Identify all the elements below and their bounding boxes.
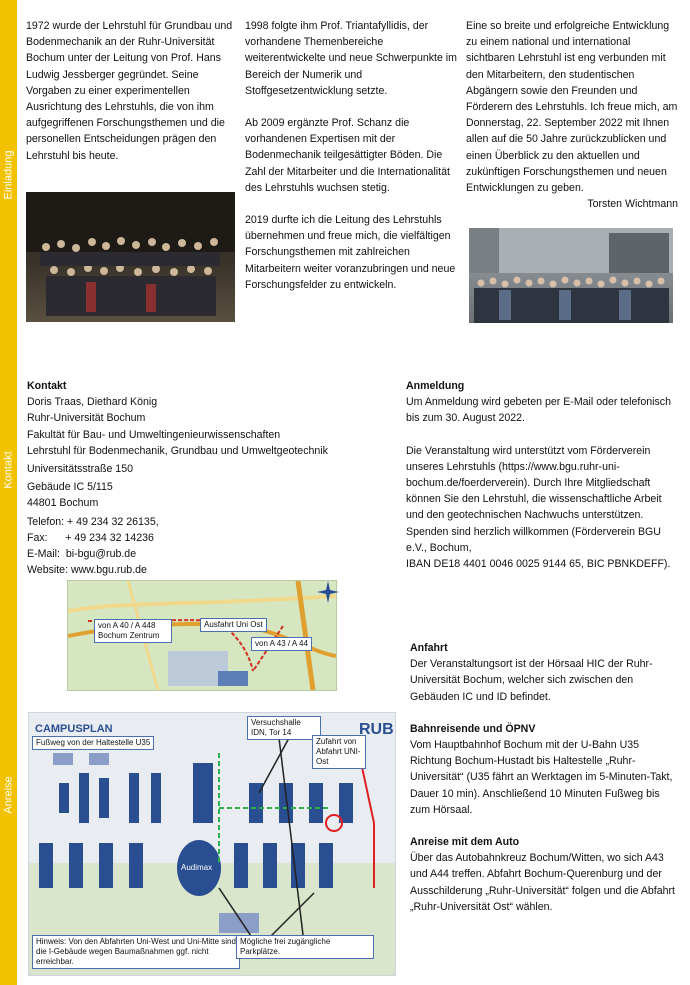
kontakt-line: Ruhr-Universität Bochum: [27, 412, 146, 425]
campus-note: Hinweis: Von den Abfahrten Uni-West und Uni-Mitte sind die I-Gebäude wegen Baumaßnahmen ggf. nicht erreichbar.: [32, 935, 240, 969]
audimax-label: Audimax: [181, 863, 213, 872]
kontakt-line: Doris Traas, Diethard König: [27, 396, 158, 409]
modern-group-photo-art: [469, 228, 673, 323]
road-map: [67, 580, 337, 691]
anmeldung-heading: Anmeldung: [406, 380, 465, 392]
campus-parking-note: Mögliche frei zugängliche Parkplätze.: [236, 935, 374, 959]
map-label-exit: Ausfahrt Uni Ost: [200, 618, 267, 632]
historic-group-photo: [26, 192, 235, 322]
website-link[interactable]: Website: www.bgu.rub.de: [27, 564, 147, 577]
auto-heading: Anreise mit dem Auto: [410, 836, 520, 849]
kontakt-heading: Kontakt: [27, 380, 67, 392]
section-label-kontakt: Kontakt: [2, 451, 15, 489]
email-link[interactable]: E-Mail: bi-bgu@rub.de: [27, 548, 137, 561]
kontakt-line: Fax: + 49 234 32 14236: [27, 531, 154, 544]
kontakt-line: Lehrstuhl für Bodenmechanik, Grundbau und Umweltgeotechnik: [27, 444, 328, 457]
intro-col1: 1972 wurde der Lehrstuhl für Grundbau und Bodenmechanik an der Ruhr-Universität Bochum unter der Leitung von Prof. Hans Ludwig Jessberger gegründet. Seine Vorgaben zu einer experimentellen Ausrichtung des Lehrstuhls, die von ihm aufgegriffenen Forschungsthemen und die personellen Entscheidungen prägen den Lehrstuhl bis heute.: [26, 20, 233, 162]
kontakt-line: Fakultät für Bau- und Umweltingenieurwissenschaften: [27, 428, 281, 441]
compass-icon: [317, 581, 339, 603]
intro-col2: 1998 folgte ihm Prof. Triantafyllidis, der vorhandene Themenbereiche weiterentwickelte und neue Schwerpunkte im Bereich der Numerik und Stoffgesetzentwicklung setzte. Ab 2009 ergänzte Prof. Schanz die vorhandenen Expertisen mit der Bodenmechanik teilgesättigter Böden. Die Zahl der Mitarbeiter und die Internationalität des Lehrstuhls wuchsen stetig. 2019 durfte ich die Leitung des Lehrstuhls übernehmen und freue mich, die vielfältigen Forschungsthemen mit zahlreichen Mitarbeitern weiter voranzubringen und neue Forschungsfelder zu entwickeln.: [245, 20, 457, 291]
kontakt-block: [27, 378, 387, 578]
campus-label-hall: Versuchshalle IDN, Tor 14: [247, 716, 321, 740]
anfahrt-block: Anfahrt Der Veranstaltungsort ist der Hörsaal HIC der Ruhr-Universität Bochum, welcher sich zwischen den Gebäuden IC und ID befindet. Bahnreisende und ÖPNV Vom Hauptbahnhof Bochum mit der U-Bahn U35 Richtung Bochum-Hustadt bis Haltestelle „Ruhr-Universität“ (U35 fährt an Werktagen im 5-Minuten-Takt, Dauer 10 min). Anschließend 10 Minuten Fußweg bis zum Hörsaal. Anreise mit dem Auto Über das Autobahnkreuz Bochum/Witten, wo sich A43 und A44 treffen. Abfahrt Bochum-Querenburg und der Ausschilderung „Ruhr-Universität“ folgen und die Abfahrt „Ruhr-Universität Ost“ wählen.: [410, 640, 682, 915]
modern-group-photo: [469, 228, 673, 323]
kontakt-line: Telefon: + 49 234 32 26135,: [27, 515, 159, 528]
section-label-einladung: Einladung: [2, 150, 15, 200]
anfahrt-heading: Anfahrt: [410, 642, 448, 654]
campus-title: CAMPUSPLAN: [35, 723, 113, 735]
kontakt-line: Gebäude IC 5/115: [27, 481, 113, 494]
rub-logo: RUB: [359, 721, 394, 738]
oepnv-heading: Bahnreisende und ÖPNV: [410, 722, 536, 735]
map-label-a40: von A 40 / A 448 Bochum Zentrum: [94, 619, 172, 643]
historic-group-photo-art: [26, 192, 235, 322]
campus-map: [28, 712, 396, 976]
kontakt-line: Universitätsstraße 150: [27, 463, 133, 476]
section-label-anreise: Anreise: [2, 776, 15, 814]
anmeldung-block: Anmeldung Um Anmeldung wird gebeten per E-Mail oder telefonisch bis zum 30. August 2022. Die Veranstaltung wird unterstützt vom Förderverein unseres Lehrstuhls (https://www.bgu.ruhr-uni-bochum.de/foerderverein). Durch Ihre Mitgliedschaft können Sie den Lehrstuhl, die wissenschaftliche Arbeit und den geotechnischen Nachwuchs unterstützen. Spenden sind herzlich willkommen (Förderverein BGU e.V., Bochum, IBAN DE18 4401 0046 0025 9144 65, BIC PBNKDEFF).: [406, 378, 682, 572]
intro-col3: Eine so breite und erfolgreiche Entwicklung zu einem national und international sichtbaren Lehrstuhl ist eng verbunden mit den Mitarbeitern, den studentischen Abgängern sowie den Freunden und Förderern des Lehrstuhls. Ich freue mich, am Donnerstag, 22. September 2022 mit Ihnen allen auf die 50 Jahre zurückzublicken und einen Überblick zu den aktuellen und zukünftigen Forschungsthemen und neuen Entwicklungen zu geben. Torsten Wichtmann: [466, 18, 678, 212]
signature: Torsten Wichtmann: [587, 198, 678, 211]
campus-label-access: Zufahrt von Abfahrt UNI-Ost: [312, 735, 366, 769]
kontakt-line: 44801 Bochum: [27, 497, 99, 510]
map-label-a43: von A 43 / A 44: [251, 637, 312, 651]
campus-label-walk: Fußweg von der Haltestelle U35: [32, 736, 154, 750]
